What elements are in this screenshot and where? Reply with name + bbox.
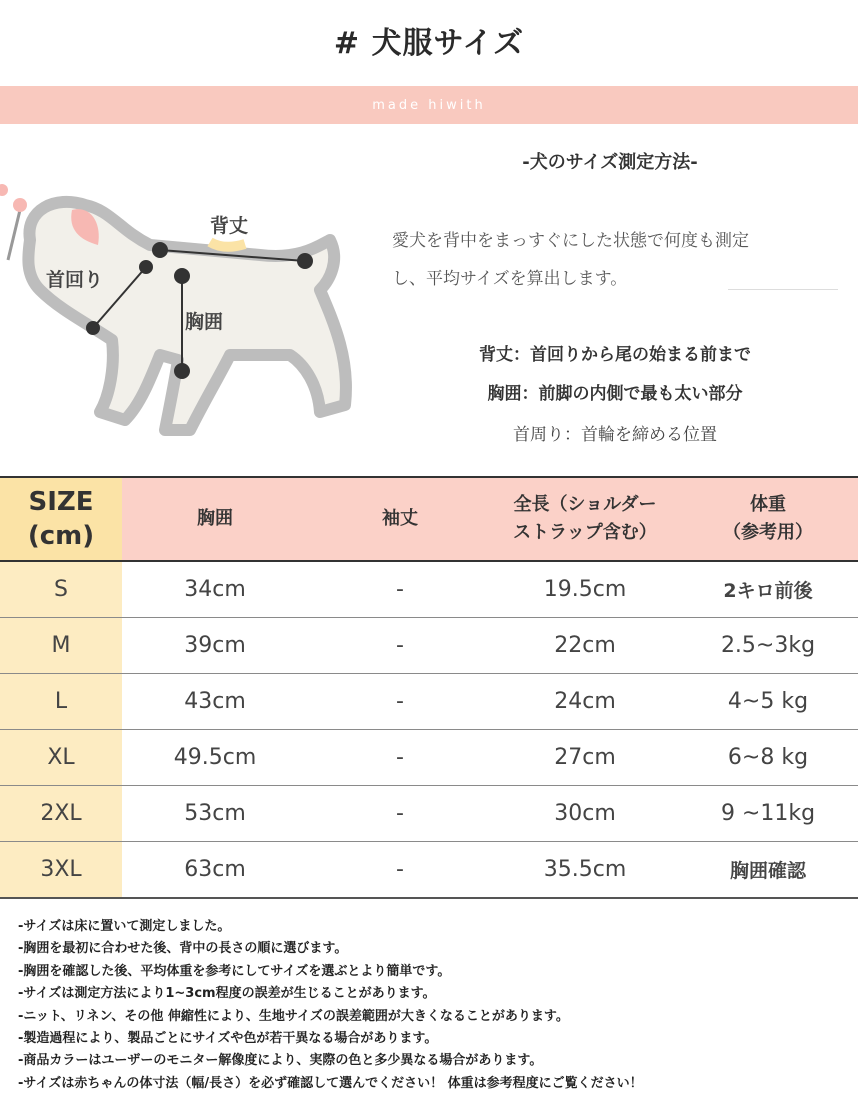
cell-weight: 9 ~11kg — [678, 786, 858, 842]
cell-weight: 胸囲確認 — [678, 842, 858, 899]
cell-chest: 63cm — [122, 842, 308, 899]
def-neck: 首周り：首輪を締める位置 — [513, 425, 717, 445]
header-chest: 胸囲 — [122, 477, 308, 561]
cell-size: XL — [0, 730, 122, 786]
header-weight-line1: 体重 — [750, 494, 786, 515]
label-chest: 胸囲 — [185, 311, 224, 333]
cell-sleeve: - — [308, 786, 492, 842]
cell-chest: 53cm — [122, 786, 308, 842]
cell-length: 35.5cm — [492, 842, 678, 899]
cell-size: S — [0, 561, 122, 618]
page-title: # 犬服サイズ — [333, 26, 525, 61]
flower-decoration-icon — [0, 184, 27, 260]
note-item: -胸囲を確認した後、平均体重を参考にしてサイズを選ぶとより簡単です。 — [18, 963, 451, 979]
label-back: 背丈 — [210, 215, 249, 237]
header-size-line1: SIZE — [28, 487, 94, 517]
note-item: -商品カラーはユーザーのモニター解像度により、実際の色と多少異なる場合があります。 — [18, 1053, 543, 1069]
table-row — [0, 730, 858, 786]
def-chest: 胸囲：前脚の内側で最も太い部分 — [487, 384, 743, 404]
header-size — [0, 477, 122, 561]
cell-length: 22cm — [492, 618, 678, 674]
cell-sleeve: - — [308, 674, 492, 730]
notes — [18, 916, 848, 1095]
cell-size: 2XL — [0, 786, 122, 842]
table-row — [0, 674, 858, 730]
measure-desc-line1: 愛犬を背中をまっすぐにした状態で何度も測定 — [392, 231, 749, 251]
cell-size: M — [0, 618, 122, 674]
dog-collar-icon — [210, 242, 245, 247]
cell-weight: 2.5~3kg — [678, 618, 858, 674]
dog-measurement-diagram — [0, 150, 380, 450]
cell-chest: 39cm — [122, 618, 308, 674]
note-item: -製造過程により、製品ごとにサイズや色が若干異なる場合があります。 — [18, 1031, 438, 1047]
cell-size: 3XL — [0, 842, 122, 899]
cell-weight: 6~8 kg — [678, 730, 858, 786]
cell-weight: 2キロ前後 — [678, 561, 858, 618]
measure-description — [392, 222, 832, 298]
table-row — [0, 561, 858, 618]
measure-desc-line2: し、平均サイズを算出します。 — [392, 269, 628, 289]
measure-title: -犬のサイズ測定方法- — [522, 152, 698, 173]
note-item: -ニット、リネン、その他 伸縮性により、生地サイズの誤差範囲が大きくなることがあります。 — [18, 1008, 569, 1024]
header-length-line2: ストラップ含む） — [513, 522, 657, 543]
header-sleeve: 袖丈 — [308, 477, 492, 561]
note-item: -サイズは床に置いて測定しました。 — [18, 919, 231, 934]
table-row — [0, 618, 858, 674]
note-item: -胸囲を最初に合わせた後、背中の長さの順に選びます。 — [18, 941, 348, 957]
cell-chest: 34cm — [122, 561, 308, 618]
note-item: -サイズは測定方法により1~3cm程度の誤差が生じることがあります。 — [18, 986, 436, 1002]
cell-length: 27cm — [492, 730, 678, 786]
cell-chest: 49.5cm — [122, 730, 308, 786]
cell-length: 19.5cm — [492, 561, 678, 618]
cell-chest: 43cm — [122, 674, 308, 730]
header-weight-line2: （参考用） — [723, 522, 813, 543]
header-weight — [678, 477, 858, 561]
cell-sleeve: - — [308, 842, 492, 899]
brand-banner — [0, 86, 858, 124]
cell-sleeve: - — [308, 730, 492, 786]
cell-length: 30cm — [492, 786, 678, 842]
label-neck: 首回り — [46, 269, 104, 291]
table-header-row — [0, 477, 858, 561]
note-item: -サイズは赤ちゃんの体寸法（幅/長さ）を必ず確認して選んでください！ 体重は参考程度にご覧ください！ — [18, 1075, 643, 1091]
cell-sleeve: - — [308, 618, 492, 674]
def-back: 背丈：首回りから尾の始まる前まで — [479, 345, 751, 365]
divider — [728, 289, 838, 290]
header-length — [492, 477, 678, 561]
cell-length: 24cm — [492, 674, 678, 730]
header-size-line2: (cm) — [27, 521, 95, 551]
cell-sleeve: - — [308, 561, 492, 618]
banner-text: made hiwith — [372, 97, 486, 113]
size-table — [0, 476, 858, 899]
table-row — [0, 842, 858, 899]
cell-size: L — [0, 674, 122, 730]
header-length-line1: 全長（ショルダー — [513, 494, 657, 515]
cell-weight: 4~5 kg — [678, 674, 858, 730]
table-row — [0, 786, 858, 842]
